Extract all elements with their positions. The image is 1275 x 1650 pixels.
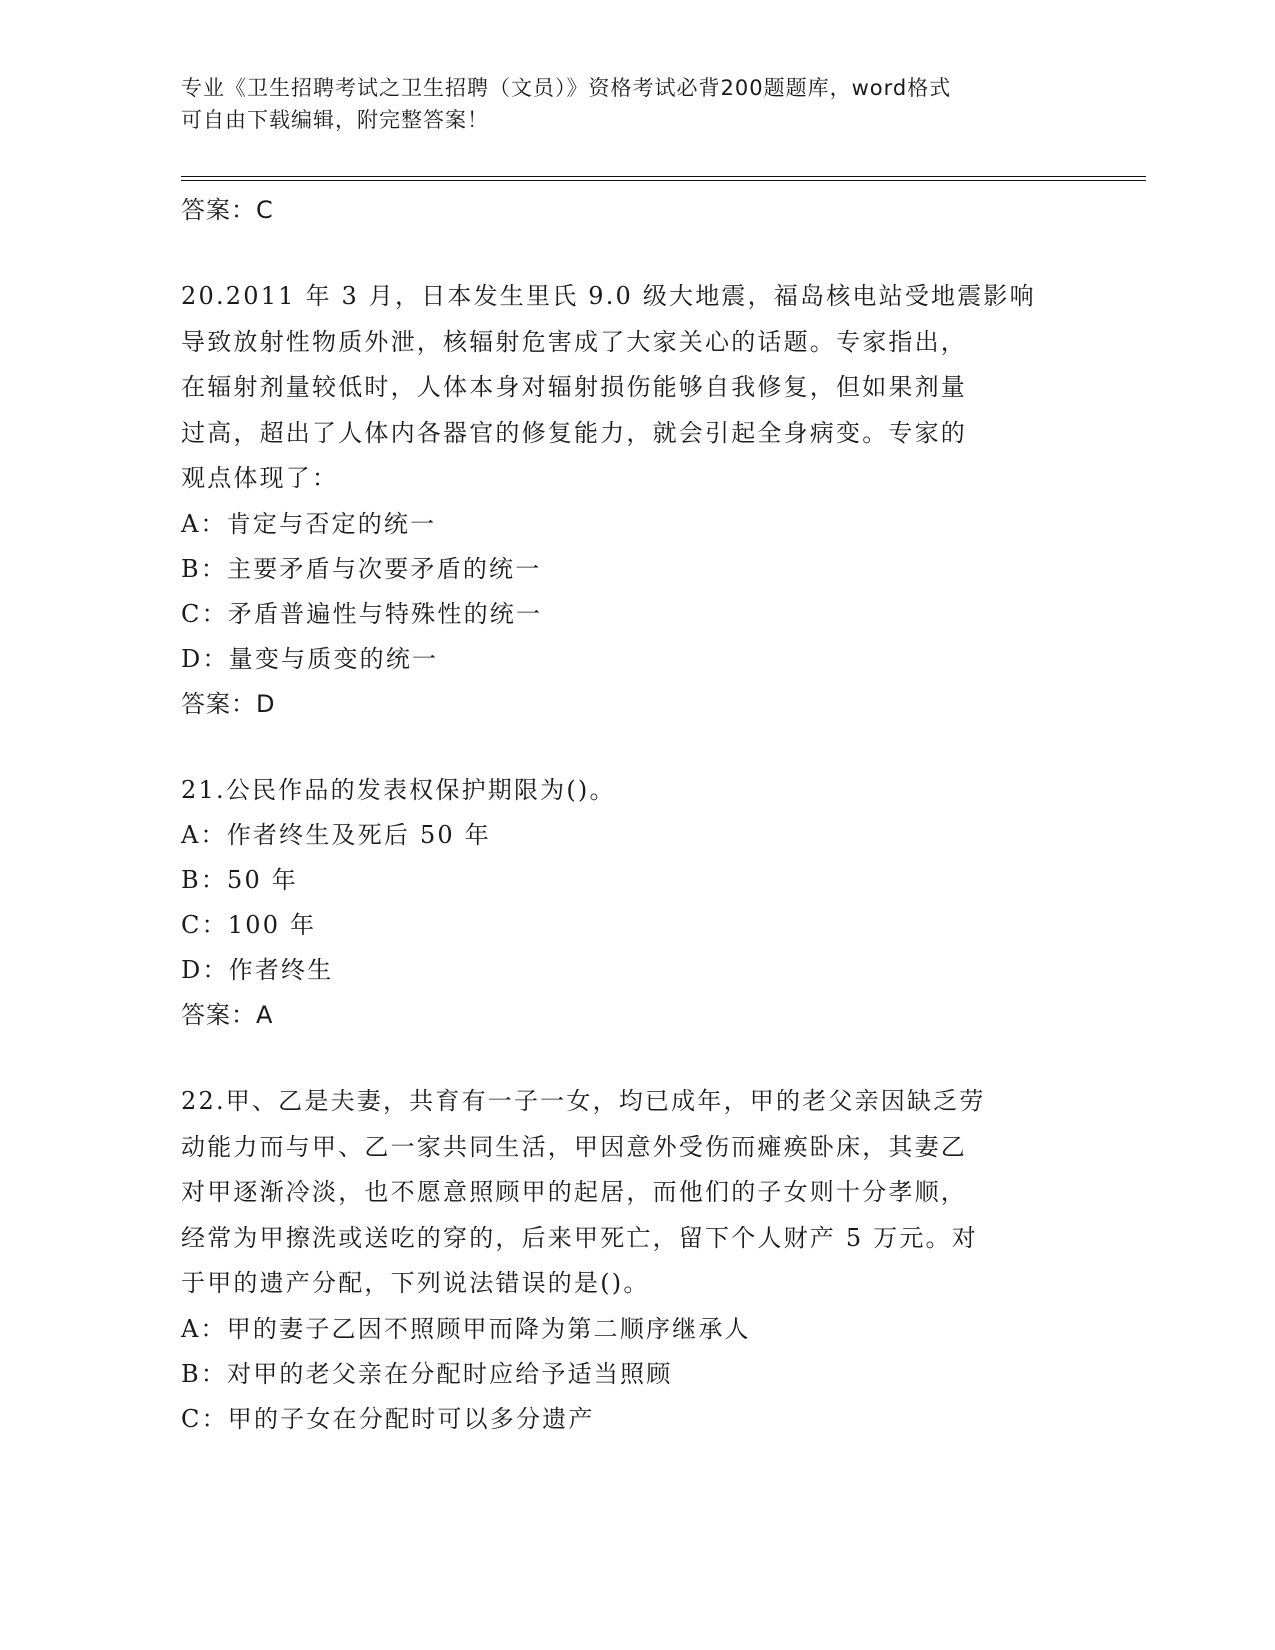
option-a: A：作者终生及死后 50 年	[181, 821, 491, 849]
question-stem-line: 在辐射剂量较低时，人体本身对辐射损伤能够自我修复，但如果剂量	[181, 373, 967, 401]
document-content	[181, 188, 1081, 1442]
option-c: C：甲的子女在分配时可以多分遗产	[181, 1404, 595, 1433]
option-b: B：50 年	[181, 866, 299, 894]
question-block-22	[181, 1079, 1081, 1442]
question-stem	[181, 768, 1081, 814]
question-stem-line: 动能力而与甲、乙一家共同生活，甲因意外受伤而瘫痪卧床，其妻乙	[181, 1132, 967, 1161]
question-block-21	[181, 768, 1081, 1038]
question-stem	[181, 274, 1081, 502]
option-a: A：甲的妻子乙因不照顾甲而降为第二顺序继承人	[181, 1314, 751, 1343]
question-stem-line: 20.2011 年 3 月，日本发生里氏 9.0 级大地震，福岛核电站受地震影响	[181, 282, 1036, 310]
spacer	[181, 232, 1081, 274]
option-a: A：肯定与否定的统一	[181, 509, 437, 538]
header-title-line-1: 专业《卫生招聘考试之卫生招聘（文员）》资格考试必背200题题库，word格式	[181, 76, 952, 100]
question-stem-line: 于甲的遗产分配，下列说法错误的是()。	[181, 1269, 650, 1297]
spacer	[181, 726, 1081, 768]
option-b: B：对甲的老父亲在分配时应给予适当照顾	[181, 1359, 673, 1388]
option-d: D：作者终生	[181, 956, 334, 984]
answer-line: 答案：A	[181, 1001, 274, 1029]
option-c: C：矛盾普遍性与特殊性的统一	[181, 599, 543, 628]
question-stem	[181, 1079, 1081, 1307]
question-stem-line: 观点体现了：	[181, 464, 339, 492]
document-header	[181, 72, 1061, 136]
option-c: C：100 年	[181, 911, 317, 939]
question-stem-line: 经常为甲擦洗或送吃的穿的，后来甲死亡，留下个人财产 5 万元。对	[181, 1223, 978, 1252]
question-stem-line: 过高，超出了人体内各器官的修复能力，就会引起全身病变。专家的	[181, 418, 967, 447]
previous-answer: 答案：C	[181, 196, 274, 224]
option-b: B：主要矛盾与次要矛盾的统一	[181, 554, 542, 583]
question-stem-line: 导致放射性物质外泄，核辐射危害成了大家关心的话题。专家指出，	[181, 327, 967, 356]
header-title-line-2: 可自由下载编辑，附完整答案！	[181, 108, 489, 132]
spacer	[181, 1037, 1081, 1079]
question-block-20	[181, 274, 1081, 726]
question-stem-line: 对甲逐渐冷淡，也不愿意照顾甲的起居，而他们的子女则十分孝顺，	[181, 1178, 967, 1206]
question-stem-line: 22.甲、乙是夫妻，共育有一子一女，均已成年，甲的老父亲因缺乏劳	[181, 1087, 986, 1115]
header-double-rule	[181, 176, 1146, 181]
answer-line: 答案：D	[181, 689, 276, 718]
question-stem-line: 21.公民作品的发表权保护期限为()。	[181, 775, 616, 804]
option-d: D：量变与质变的统一	[181, 644, 439, 673]
